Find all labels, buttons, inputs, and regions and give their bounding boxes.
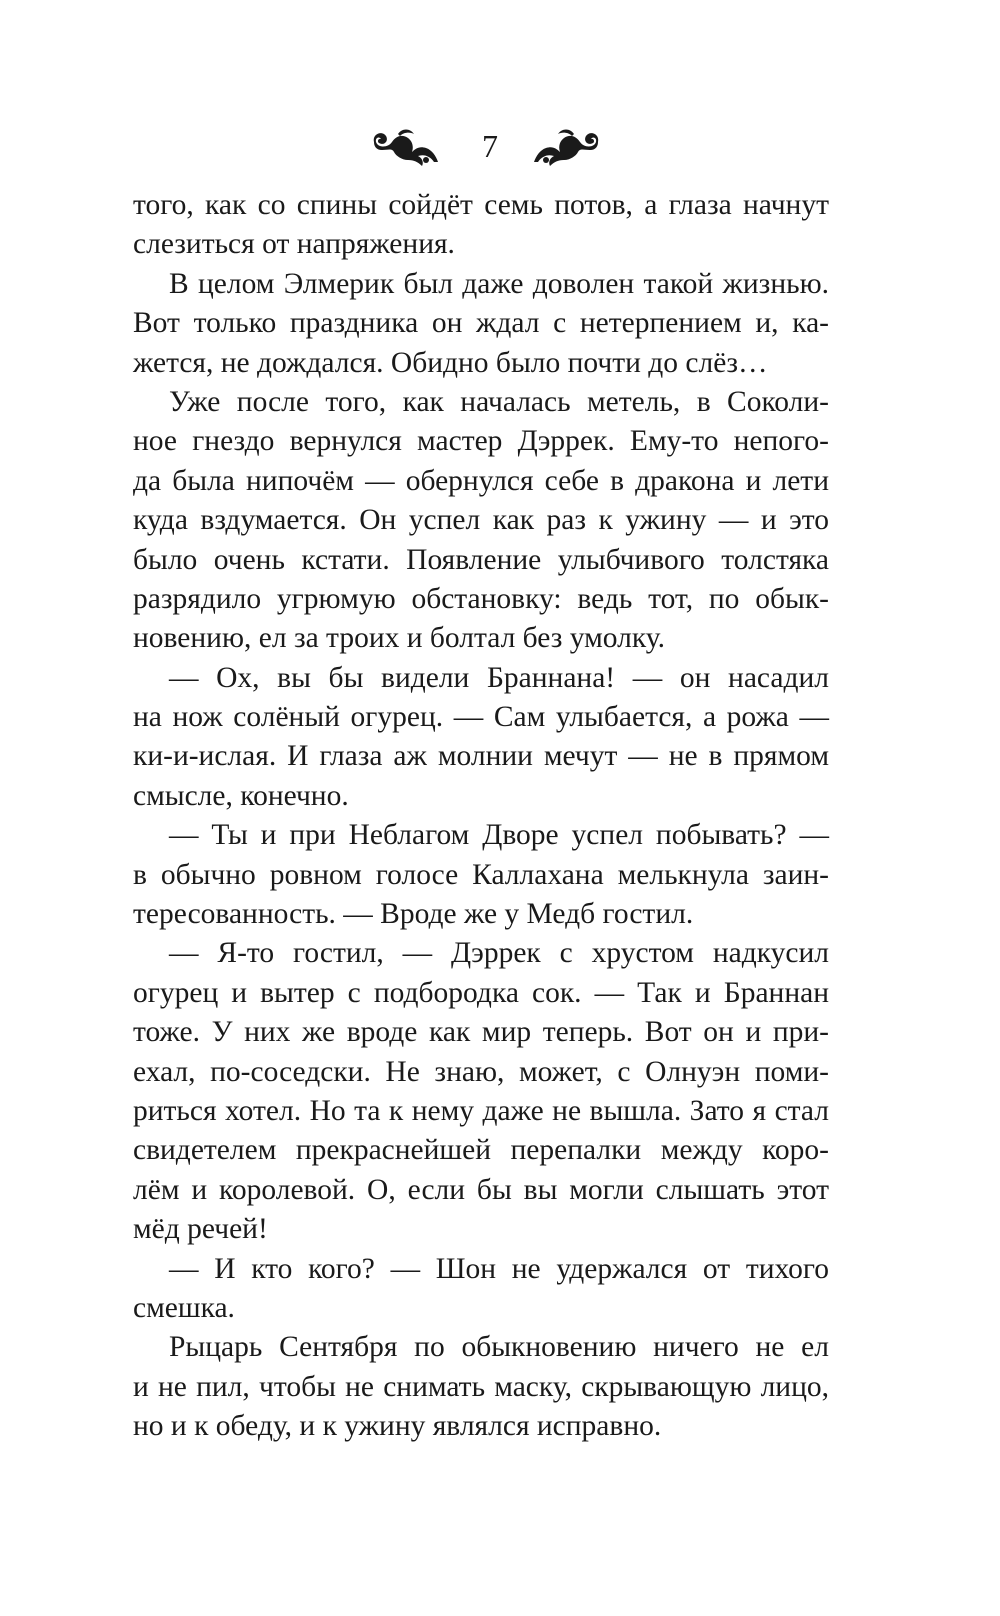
text-line: тоже. У них же вроде как мир теперь. Вот он и при- (133, 1016, 829, 1049)
text-line: Рыцарь Сентября по обыкновению ничего не ел (169, 1331, 829, 1364)
text-line: свидетелем прекраснейшей перепалки между коро- (133, 1134, 829, 1167)
text-line: да была нипочём — обернулся себе в дракона и лети (133, 464, 829, 497)
text-line: Уже после того, как началась метель, в Соколи- (169, 385, 829, 418)
text-line: ки-и-ислая. И глаза аж молнии мечут — не в прямом (133, 740, 829, 773)
text-line: и не пил, чтобы не снимать маску, скрывающую лицо, (133, 1370, 829, 1403)
text-line: ехал, по-соседски. Не знаю, может, с Олнуэн поми- (133, 1055, 829, 1088)
text-line: Вот только праздника он ждал с нетерпением и, ка- (133, 307, 829, 340)
text-line: В целом Элмерик был даже доволен такой жизнью. (169, 267, 829, 300)
text-line: на нож солёный огурец. — Сам улыбается, а рожа — (133, 701, 829, 734)
text-line: в обычно ровном голосе Каллахана мелькнула заин- (133, 858, 829, 891)
text-line: — Ты и при Неблагом Дворе успел побывать? — (169, 819, 829, 852)
text-line: огурец и вытер с подбородка сок. — Так и Браннан (133, 976, 829, 1009)
text-line: ное гнездо вернулся мастер Дэррек. Ему-то непого- (133, 425, 829, 458)
text-line: — И кто кого? — Шон не удержался от тихого (169, 1252, 829, 1285)
text-line: риться хотел. Но та к нему даже не вышла. Зато я стал (133, 1094, 829, 1127)
text-line: жется, не дождался. Обидно было почти до слёз… (133, 346, 768, 379)
text-line: лём и королевой. О, если бы вы могли слышать этот (133, 1173, 829, 1206)
text-line: тересованность. — Вроде же у Медб гостил. (133, 898, 694, 931)
left-flourish-ornament-icon (368, 126, 442, 170)
text-line: было очень кстати. Появление улыбчивого толстяка (133, 543, 829, 576)
text-line: того, как со спины сойдёт семь потов, а глаза начнут (133, 189, 829, 221)
right-flourish-ornament-icon (530, 126, 604, 170)
text-line: — Я-то гостил, — Дэррек с хрустом надкусил (169, 937, 829, 970)
text-line: куда вздумается. Он успел как раз к ужину — и это (133, 504, 829, 537)
text-line: мёд речей! (133, 1213, 268, 1246)
text-line: новению, ел за троих и болтал без умолку. (133, 622, 665, 655)
page-number: 7 (482, 128, 498, 164)
page-header (0, 118, 1000, 178)
text-line: — Ох, вы бы видели Браннана! — он насадил (169, 661, 829, 694)
text-line: смысле, конечно. (133, 779, 349, 812)
body-text (133, 186, 829, 1447)
text-line: смешка. (133, 1291, 235, 1324)
text-line: но и к обеду, и к ужину являлся исправно. (133, 1410, 662, 1443)
text-line: разрядило угрюмую обстановку: ведь тот, по обык- (133, 582, 829, 615)
text-line: слезиться от напряжения. (133, 228, 455, 261)
